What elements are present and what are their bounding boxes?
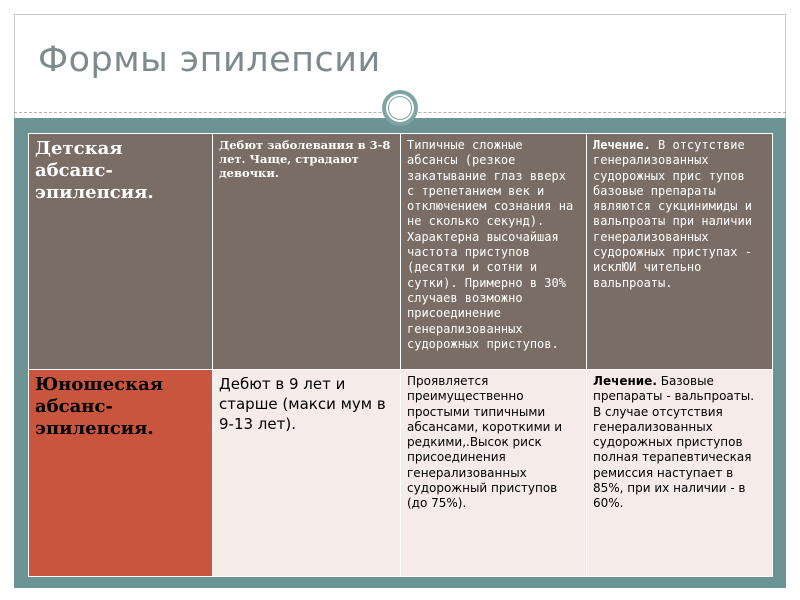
slide-title: Формы эпилепсии <box>38 40 381 80</box>
onset-cell: Дебют заболевания в 3-8 лет. Чаще, страдают девочки. <box>213 134 401 370</box>
table-row <box>29 370 773 577</box>
treatment-text: Базовые препараты - вальпроаты. В случае отсутствия генерализованных судорожных приступов полная терапевтическая ремиссия наступает в 85%, при их наличии - в 60%. <box>593 374 755 511</box>
ring-inner-icon <box>388 96 412 120</box>
treatment-label: Лечение. <box>593 374 657 388</box>
treatment-cell <box>587 134 773 370</box>
form-name-cell: Детская абсанс-эпилепсия. <box>29 134 213 370</box>
treatment-label: Лечение. <box>593 138 651 152</box>
epilepsy-table <box>28 133 773 577</box>
table-row <box>29 134 773 370</box>
treatment-text: В отсутствие генерализованных судорожных прис тупов базовые препараты являются сукцинимиды и вальпроаты при наличии генерализованных судорожных приступах - исклЮИ чительно вальпроаты. <box>593 138 752 290</box>
symptoms-cell: Типичные сложные абсансы (резкое закатывание глаз вверх с трепетанием век и отключением сознания на не сколько секунд). Характерна высочайшая частота приступов (десятки и сотни и сутки). Примерно в 30% случаев возможно присоединение генерализованных судорожных приступов. <box>401 134 587 370</box>
onset-cell: Дебют в 9 лет и старше (макси мум в 9-13 лет). <box>213 370 401 577</box>
symptoms-cell: Проявляется преимущественно простыми типичными абсансами, короткими и редкими,.Высок риск присоединения генерализованных судорожный приступов (до 75%). <box>401 370 587 577</box>
form-name-cell: Юношеская абсанс-эпилепсия. <box>29 370 213 577</box>
treatment-cell <box>587 370 773 577</box>
